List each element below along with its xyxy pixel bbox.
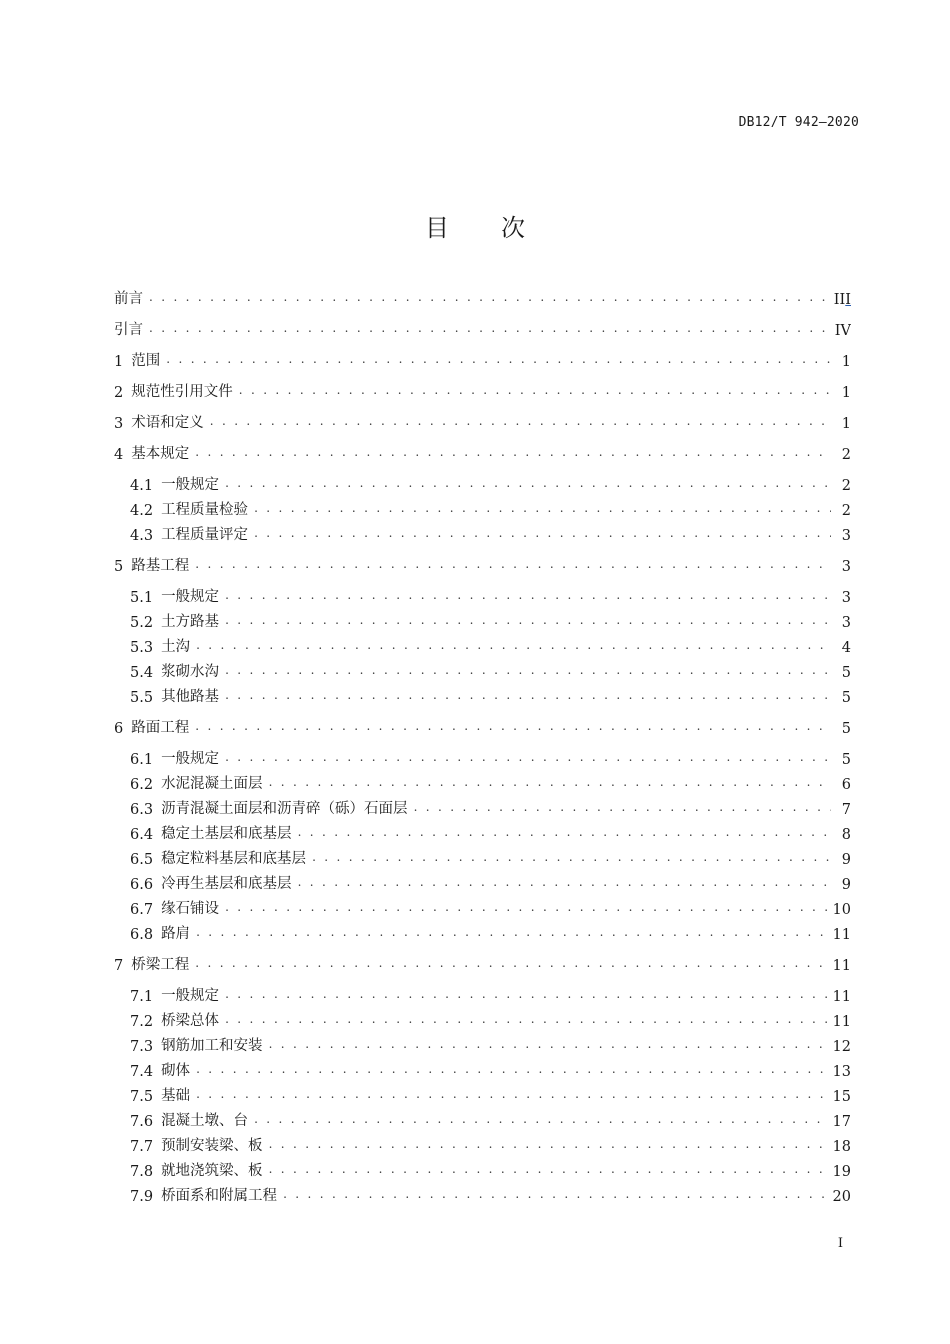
toc-entry-number: 4.2 [130,503,154,519]
toc-entry-page: 2 [841,503,851,519]
toc-entry-page: 2 [841,478,851,494]
toc-leader-dots [269,1033,827,1055]
toc-subentry[interactable] [130,659,851,681]
toc-subentry[interactable] [130,1058,851,1080]
toc-entry-page: III [833,292,851,308]
toc-entry-label: 基础 [161,1088,191,1104]
toc-leader-dots [149,286,828,308]
toc-leader-dots [225,584,831,606]
toc-subentry[interactable] [130,522,851,544]
toc-entry-number: 6 [114,721,124,737]
toc-entry-label: 砌体 [161,1063,191,1079]
toc-leader-dots [195,952,826,974]
toc-entry-label: 水泥混凝土面层 [161,776,263,792]
toc-entry-number: 7 [114,958,124,974]
toc-entry-page: 11 [832,958,851,974]
toc-entry-label: 土方路基 [161,614,220,630]
toc-leader-dots [196,921,826,943]
toc-entry[interactable] [114,379,851,401]
toc-leader-dots [196,634,831,656]
toc-entry-number: 7.4 [130,1064,154,1080]
toc-leader-dots [166,348,831,370]
toc-leader-dots [196,1058,826,1080]
toc-entry-label: 桥面系和附属工程 [161,1188,278,1204]
toc-entry-number: 5 [114,559,124,575]
toc-entry-page: 3 [841,590,851,606]
toc-entry-page: 5 [841,665,851,681]
toc-entry-page: 1 [841,385,851,401]
toc-entry-label: 一般规定 [161,751,220,767]
toc-entry-number: 4.3 [130,528,154,544]
toc-entry-page: 3 [841,528,851,544]
toc-entry-label: 路面工程 [131,720,190,736]
toc-entry[interactable] [114,952,851,974]
toc-entry[interactable] [114,553,851,575]
toc-entry-page: 11 [832,989,851,1005]
toc-leader-dots [269,1133,827,1155]
page-title [0,208,950,243]
toc-leader-dots [414,796,831,818]
toc-subentry[interactable] [130,1158,851,1180]
toc-leader-dots [225,684,831,706]
toc-leader-dots [254,497,831,519]
toc-entry-label: 桥梁工程 [131,957,190,973]
toc-entry-number: 6.3 [130,802,154,818]
toc-subentry[interactable] [130,771,851,793]
toc-leader-dots [298,821,831,843]
toc-entry-page: 15 [832,1089,851,1105]
toc-entry-label: 浆砌水沟 [161,664,220,680]
toc-leader-dots [225,609,831,631]
toc-entry-number: 6.2 [130,777,154,793]
toc-leader-dots [254,522,831,544]
toc-entry-number: 7.2 [130,1014,154,1030]
toc-subentry[interactable] [130,1083,851,1105]
toc-entry[interactable] [114,348,851,370]
toc-entry-number: 7.9 [130,1189,154,1205]
toc-subentry[interactable] [130,921,851,943]
toc-subentry[interactable] [130,796,851,818]
toc-entry-label: 就地浇筑梁、板 [161,1163,263,1179]
toc-leader-dots [196,1083,826,1105]
toc-leader-dots [210,410,831,432]
toc-entry-label: 混凝土墩、台 [161,1113,249,1129]
toc-entry[interactable] [114,441,851,463]
toc-entry-page: 5 [841,690,851,706]
toc-entry-number: 6.5 [130,852,154,868]
document-code: DB12/T 942—2020 [738,115,859,130]
toc-entry-label: 规范性引用文件 [131,384,233,400]
footer-page-number: I [837,1236,843,1251]
toc-subentry[interactable] [130,1008,851,1030]
toc-leader-dots [225,983,826,1005]
toc-entry-label: 工程质量检验 [161,502,249,518]
toc-subentry[interactable] [130,634,851,656]
toc-leader-dots [225,472,831,494]
toc-entry-number: 7.3 [130,1039,154,1055]
toc-leader-dots [298,871,831,893]
toc-leader-dots [149,317,829,339]
toc-entry-number: 5.1 [130,590,154,606]
toc-entry-page: 12 [832,1039,851,1055]
toc-subentry[interactable] [130,896,851,918]
toc-entry-label: 稳定粒料基层和底基层 [161,851,307,867]
toc-leader-dots [283,1183,826,1205]
toc-entry-number: 6.4 [130,827,154,843]
toc-page-link[interactable]: I [845,292,851,308]
toc-leader-dots [239,379,831,401]
toc-entry-introduction[interactable] [114,317,851,339]
toc-subentry[interactable] [130,497,851,519]
toc-entry[interactable] [114,410,851,432]
toc-subentry[interactable] [130,983,851,1005]
toc-subentry[interactable] [130,746,851,768]
toc-entry-label: 一般规定 [161,477,220,493]
toc-leader-dots [225,896,826,918]
toc-subentry[interactable] [130,472,851,494]
toc-leader-dots [225,659,831,681]
toc-entry-page: 3 [841,559,851,575]
toc-entry-label: 路基工程 [131,558,190,574]
toc-leader-dots [195,553,831,575]
toc-entry-label: 路肩 [161,926,191,942]
toc-entry-page: 20 [832,1189,851,1205]
toc-subentry[interactable] [130,821,851,843]
toc-entry-page: 19 [832,1164,851,1180]
toc-entry-page: 11 [832,927,851,943]
toc-subentry[interactable] [130,871,851,893]
toc-entry-page: 1 [841,416,851,432]
toc-entry-number: 6.6 [130,877,154,893]
toc-leader-dots [269,1158,827,1180]
toc-entry-page: 9 [841,852,851,868]
toc-entry-number: 5.3 [130,640,154,656]
toc-entry-page: 18 [832,1139,851,1155]
title-char-1: 目 [425,214,449,242]
toc-entry-label: 沥青混凝土面层和沥青碎（砾）石面层 [161,801,408,817]
toc-entry-number: 1 [114,354,124,370]
toc-entry-page: 8 [841,827,851,843]
toc-subentry[interactable] [130,1133,851,1155]
toc-entry-label: 缘石铺设 [161,901,220,917]
toc-entry-page: 3 [841,615,851,631]
toc-entry-label: 一般规定 [161,988,220,1004]
toc-entry-page: 10 [832,902,851,918]
toc-entry-label: 前言 [114,291,143,307]
toc-leader-dots [225,1008,826,1030]
toc-leader-dots [254,1108,826,1130]
toc-entry-number: 7.5 [130,1089,154,1105]
toc-entry-label: 一般规定 [161,589,220,605]
toc-leader-dots [195,441,831,463]
toc-entry-number: 4.1 [130,478,154,494]
toc-entry-number: 6.8 [130,927,154,943]
toc-leader-dots [312,846,831,868]
toc-entry-number: 3 [114,416,124,432]
toc-subentry[interactable] [130,609,851,631]
toc-entry-number: 5.5 [130,690,154,706]
toc-leader-dots [225,746,831,768]
toc-entry[interactable] [114,715,851,737]
toc-entry-number: 7.1 [130,989,154,1005]
toc-entry-page: 6 [841,777,851,793]
toc-entry-label: 术语和定义 [131,415,204,431]
toc-entry-number: 6.7 [130,902,154,918]
toc-entry-page: 5 [841,721,851,737]
toc-entry-label: 土沟 [161,639,191,655]
toc-subentry[interactable] [130,1108,851,1130]
toc-entry-page: 17 [832,1114,851,1130]
toc-entry-label: 工程质量评定 [161,527,249,543]
toc-entry-label: 预制安装梁、板 [161,1138,263,1154]
toc-entry-label: 范围 [131,353,161,369]
toc-entry-page: 1 [841,354,851,370]
toc-entry-page: 4 [841,640,851,656]
toc-entry-page: IV [834,323,851,339]
toc-entry-label: 引言 [114,322,143,338]
toc-entry-page: 5 [841,752,851,768]
toc-leader-dots [269,771,831,793]
toc-subentry[interactable] [130,684,851,706]
toc-entry-foreword[interactable] [114,286,851,308]
toc-entry-label: 基本规定 [131,446,190,462]
toc-entry-number: 6.1 [130,752,154,768]
toc-entry-number: 5.2 [130,615,154,631]
toc-entry-number: 7.8 [130,1164,154,1180]
toc-entry-page: 11 [832,1014,851,1030]
toc-entry-label: 桥梁总体 [161,1013,220,1029]
toc-leader-dots [195,715,831,737]
toc-subentry[interactable] [130,1033,851,1055]
toc-entry-page: 2 [841,447,851,463]
toc-entry-number: 5.4 [130,665,154,681]
toc-entry-label: 冷再生基层和底基层 [161,876,292,892]
toc-entry-label: 其他路基 [161,689,220,705]
toc-entry-page: 9 [841,877,851,893]
toc-entry-page: 13 [832,1064,851,1080]
toc-subentry[interactable] [130,1183,851,1205]
toc-entry-label: 钢筋加工和安装 [161,1038,263,1054]
toc-entry-page: 7 [841,802,851,818]
toc-subentry[interactable] [130,584,851,606]
toc-entry-number: 4 [114,447,124,463]
title-char-2: 次 [501,214,525,242]
toc-entry-number: 2 [114,385,124,401]
toc-entry-label: 稳定土基层和底基层 [161,826,292,842]
toc-subentry[interactable] [130,846,851,868]
toc-entry-number: 7.6 [130,1114,154,1130]
toc-entry-number: 7.7 [130,1139,154,1155]
